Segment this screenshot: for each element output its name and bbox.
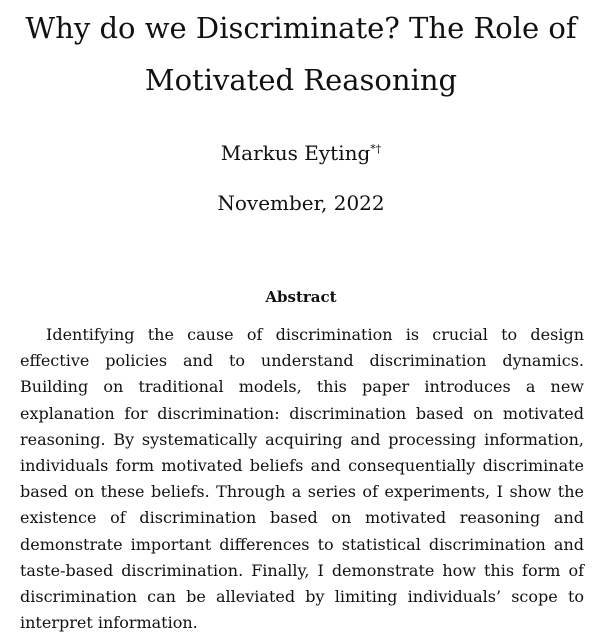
title-line-2: Motivated Reasoning: [144, 63, 458, 97]
abstract-heading: Abstract: [265, 288, 337, 306]
publication-date: November, 2022: [217, 191, 385, 215]
abstract-text: Identifying the cause of discrimination is crucial to design effective policies and to understand discrimination dynamics. Building on traditional models, this paper introduces a new explanation for discrimination: discrimination based on motivated reasoning. By systematically acquiring and processing information, individuals form motivated beliefs and consequentially discriminate based on these beliefs. Through a series of experiments, I show the existence of discrimination based on motivated reasoning and demonstrate important differences to statistical discrimination and taste-based discrimination. Finally, I demonstrate how this form of discrimination can be alleviated by limiting individuals’ scope to interpret information.: [20, 325, 584, 633]
paper-title: [18, 0, 584, 106]
author-footnote-marks[interactable]: *†: [370, 142, 382, 156]
author-line: [18, 140, 584, 166]
title-line-1: Why do we Discriminate? The Role of: [25, 11, 577, 45]
author-name: Markus Eyting: [220, 141, 371, 165]
